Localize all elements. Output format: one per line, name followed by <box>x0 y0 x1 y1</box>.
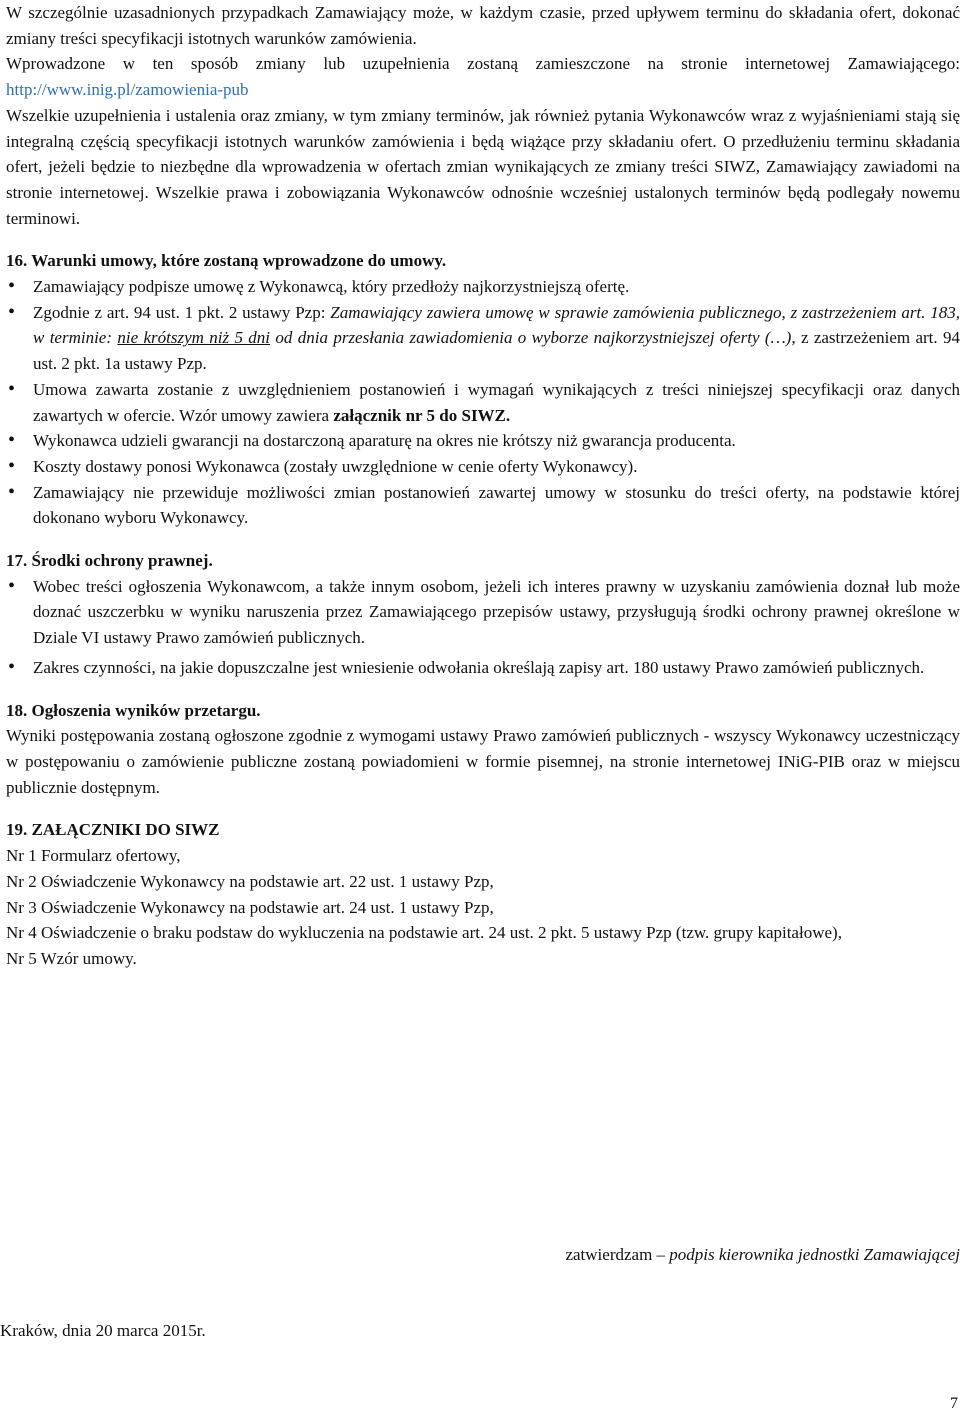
s16-b2-b: Zamawiający zawiera umowę w sprawie zamówienia publicznego, z zastrzeżeniem art. 183, w terminie: <box>33 302 960 348</box>
signature-italic: podpis kierownika jednostki Zamawiającej <box>669 1245 960 1264</box>
list-item <box>6 377 960 428</box>
section-18-heading: 18. Ogłoszenia wyników przetargu. <box>6 700 261 720</box>
attachment-item: Nr 3 Oświadczenie Wykonawcy na podstawie art. 24 ust. 1 ustawy Pzp, <box>6 897 494 917</box>
document-page <box>6 0 960 972</box>
s16-b2-e: , z zastrzeżeniem art. 94 ust. 2 pkt. 1a ustawy Pzp. <box>33 328 960 374</box>
attachment-item: Nr 2 Oświadczenie Wykonawcy na podstawie art. 22 ust. 1 ustawy Pzp, <box>6 871 494 891</box>
section-17-list <box>6 574 960 681</box>
intro-paragraph-3a: Wszelkie uzupełnienia i ustalenia oraz zmiany, w tym zmiany terminów, jak również pytania Wykonawców wraz z wyjaśnieniami stają się integralną częścią specyfikacji istotnych warunków zamówienia i będą wiążące przy składaniu ofert. <box>6 105 960 151</box>
section-18-text: Wyniki postępowania zostaną ogłoszone zgodnie z wymogami ustawy Prawo zamówień publicznych - wszyscy Wykonawcy uczestniczący w postępowaniu o zamówienie publiczne zostaną powiadomieni w formie pisemnej, na stronie internetowej INiG-PIB oraz w miejscu publicznie dostępnym. <box>6 726 960 797</box>
intro-paragraph-3 <box>6 103 960 232</box>
list-item <box>6 300 960 377</box>
attachment-item: Nr 5 Wzór umowy. <box>6 948 137 968</box>
intro-paragraph-1: W szczególnie uzasadnionych przypadkach Zamawiający może, w każdym czasie, przed upływem terminu do składania ofert, dokonać zmiany treści specyfikacji istotnych warunków zamówienia. <box>6 3 960 48</box>
signature-line <box>565 1245 960 1265</box>
page-number: 7 <box>950 1395 958 1412</box>
attachment-item: Nr 1 Formularz ofertowy, <box>6 846 181 866</box>
list-item: • Zamawiający podpisze umowę z Wykonawcą, który przedłoży najkorzystniejszą ofertę. <box>6 274 960 300</box>
list-item: • Wobec treści ogłoszenia Wykonawcom, a także innym osobom, jeżeli ich interes prawny w uzyskaniu zamówienia doznał lub może doznać uszczerbku w wyniku naruszenia przez Zamawiającego przepisów ustawy, przysługują środki ochrony prawnej określone w Dziale VI ustawy Prawo zamówień publicznych. <box>6 574 960 651</box>
s16-b3-b: załącznik nr 5 do SIWZ. <box>333 405 511 425</box>
intro-paragraph-3b: O przedłużeniu terminu składania ofert, jeżeli będzie to niezbędne dla wprowadzenia w ofertach zmian wynikających ze zmiany treści SIWZ, Zamawiający zawiadomi na stronie internetowej. <box>6 131 960 202</box>
intro-paragraph-2 <box>6 51 960 102</box>
attachment-item: Nr 4 Oświadczenie o braku podstaw do wykluczenia na podstawie art. 24 ust. 2 pkt. 5 ustawy Pzp (tzw. grupy kapitałowe), <box>6 923 842 943</box>
intro-paragraph-3c: Wszelkie prawa i zobowiązania Wykonawców odnośnie wcześniej ustalonych terminów będą podlegały nowemu terminowi. <box>6 182 960 228</box>
list-item: • Zamawiający nie przewiduje możliwości zmian postanowień zawartej umowy w stosunku do treści oferty, na podstawie której dokonano wyboru Wykonawcy. <box>6 480 960 531</box>
list-item: • Koszty dostawy ponosi Wykonawca (zostały uwzględnione w cenie oferty Wykonawcy). <box>6 454 960 480</box>
list-item: • Zakres czynności, na jakie dopuszczalne jest wniesienie odwołania określają zapisy art. 180 ustawy Prawo zamówień publicznych. <box>6 655 960 681</box>
s16-b3-a: Umowa zawarta zostanie z uwzględnieniem postanowień i wymagań wynikających z treści niniejszej specyfikacji oraz danych zawartych w ofercie. Wzór umowy zawiera <box>33 379 960 425</box>
s16-b2-d: od dnia przesłania zawiadomienia o wyborze najkorzystniejszej oferty (…) <box>270 328 792 348</box>
list-item: • Wykonawca udzieli gwarancji na dostarczoną aparaturę na okres nie krótszy niż gwarancja producenta. <box>6 428 960 454</box>
section-17-heading: 17. Środki ochrony prawnej. <box>6 551 213 571</box>
s16-b2-c: nie krótszym niż 5 dni <box>117 328 271 348</box>
intro-paragraph-2-text: Wprowadzone w ten sposób zmiany lub uzupełnienia zostaną zamieszczone na stronie internetowej Zamawiającego: <box>6 54 960 74</box>
section-19-heading: 19. ZAŁĄCZNIKI DO SIWZ <box>6 820 220 840</box>
s16-b2-a: Zgodnie z art. 94 ust. 1 pkt. 2 ustawy Pzp: <box>33 302 331 322</box>
section-16-list <box>6 274 960 531</box>
zamowienia-link[interactable]: http://www.inig.pl/zamowienia-pub <box>6 80 249 100</box>
section-16-heading: 16. Warunki umowy, które zostaną wprowadzone do umowy. <box>6 251 447 271</box>
place-date: Kraków, dnia 20 marca 2015r. <box>0 1321 206 1340</box>
signature-prefix: zatwierdzam – <box>565 1245 670 1264</box>
